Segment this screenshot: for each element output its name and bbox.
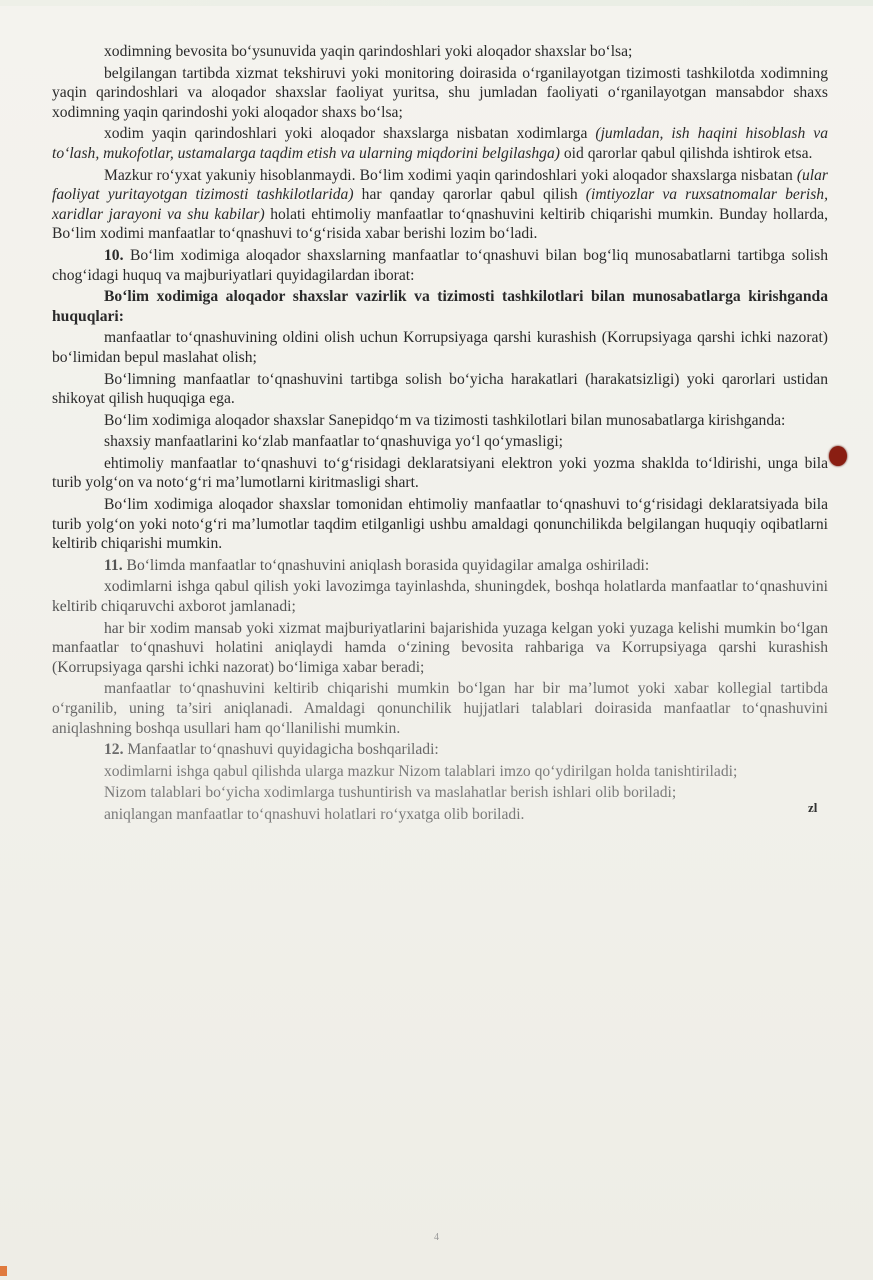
paragraph (52, 740, 828, 760)
section-number: 10. (104, 246, 124, 264)
paragraph: Nizom talablari bo‘yicha xodimlarga tushuntirish va maslahatlar berish ishlari olib boriladi; (104, 784, 677, 802)
italic-run: (jumladan, ish haqini hisoblash va to‘lash, mukofotlar, ustamalarga taqdim etish va ularning miqdorini belgilashga) (52, 125, 828, 162)
paragraph: Bo‘lim xodimiga aloqador shaxslar tomonidan ehtimoliy manfaatlar to‘qnashuvi to‘g‘risidagi deklaratsiyada bila turib yolg‘on yoki noto‘g‘ri ma’lumotlar taqdim etilganligi ushbu amaldagi qonunchilikda belgilangan huquqiy oqibatlarni keltirib chiqarishi mumkin. (52, 496, 828, 553)
section-number: 12. (104, 741, 124, 759)
bold-heading: Bo‘lim xodimiga aloqador shaxslar vazirlik va tizimosti tashkilotlari bilan munosabatlarga kirishganda huquqlari: (52, 288, 828, 325)
text-run: Manfaatlar to‘qnashuvi quyidagicha boshqariladi: (123, 741, 439, 759)
top-edge (0, 0, 873, 6)
text-run: har qanday qarorlar qabul qilish (353, 186, 586, 204)
paragraph: xodimlarni ishga qabul qilishda ularga mazkur Nizom talablari imzo qo‘ydirilgan holda tanishtiriladi; (104, 762, 738, 780)
paragraph: Bo‘limning manfaatlar to‘qnashuvini tartibga solish bo‘yicha harakatlari (harakatsizligi) yoki qarorlari ustidan shikoyat qilish huquqiga ega. (52, 370, 828, 408)
paragraph (52, 124, 828, 163)
paragraph: belgilangan tartibda xizmat tekshiruvi yoki monitoring doirasida o‘rganilayotgan tizimosti tashkilotda xodimning yaqin qarindoshlari va aloqador shaxslar faoliyat yuritsa, shu jumladan faoliyati o‘rganilayotgan mansabdor shaxs xodimning yaqin qarindoshi yoki aloqador shaxs bo‘lsa; (52, 64, 828, 121)
text-run: holati ehtimoliy manfaatlar to‘qnashuvini keltirib chiqarishi mumkin. Bunday hollarda, Bo‘lim xodimi manfaatlar to‘qnashuvi to‘g‘risida xabar berishi lozim bo‘ladi. (52, 205, 828, 243)
corner-mark (0, 1266, 7, 1276)
paragraph: har bir xodim mansab yoki xizmat majburiyatlarini bajarishida yuzaga kelgan yoki yuzaga kelishi mumkin bo‘lgan manfaatlar to‘qnashuvi holatini aniqlaydi hamda o‘zining bevosita rahbariga va Korrupsiyaga qarshi kurashish (Korrupsiyaga qarshi ichki nazorat) bo‘limiga xabar beradi; (52, 619, 828, 676)
page-number: 4 (434, 1232, 439, 1243)
paragraph: xodimlarni ishga qabul qilish yoki lavozimga tayinlashda, shuningdek, boshqa holatlarda manfaatlar to‘qnashuvini keltirib chiqaruvchi axborot jamlanadi; (52, 578, 828, 616)
margin-mark: zl (808, 800, 818, 815)
paragraph (52, 556, 828, 576)
italic-run: (imtiyozlar va ruxsatnomalar berish, xaridlar jarayoni va shu kabilar) (52, 186, 828, 223)
paragraph: aniqlangan manfaatlar to‘qnashuvi holatlari ro‘yxatga olib boriladi. (104, 805, 525, 823)
paragraph: shaxsiy manfaatlarini ko‘zlab manfaatlar to‘qnashuviga yo‘l qo‘ymasligi; (104, 433, 564, 451)
section-number: 11. (104, 556, 123, 574)
text-run: Bo‘lim xodimiga aloqador shaxslarning manfaatlar to‘qnashuvi bilan bog‘liq munosabatlarni tartibga solish chog‘idagi huquq va majburiyatlari quyidagilardan iborat: (52, 246, 828, 284)
document-body (52, 42, 828, 827)
red-dot-sticker (829, 446, 847, 466)
paragraph: ehtimoliy manfaatlar to‘qnashuvi to‘g‘risidagi deklaratsiyani elektron yoki yozma shaklda to‘ldirishi, unga bila turib yolg‘on va noto‘g‘ri ma’lumotlarni kiritmasligi shart. (52, 454, 828, 492)
paragraph (52, 246, 828, 285)
paragraph: manfaatlar to‘qnashuvini keltirib chiqarishi mumkin bo‘lgan har bir ma’lumot yoki xabar kollegial tartibda o‘rganilib, uning ta’siri aniqlanadi. Amaldagi qonunchilik hujjatlari talablari doirasida manfaatlar to‘qnashuvini aniqlashning boshqa usullari ham qo‘llanilishi mumkin. (52, 680, 828, 737)
paragraph (52, 166, 828, 244)
text-run: xodim yaqin qarindoshlari yoki aloqador shaxslarga nisbatan xodimlarga (104, 125, 596, 143)
paragraph: manfaatlar to‘qnashuvining oldini olish uchun Korrupsiyaga qarshi kurashish (Korrupsiyaga qarshi ichki nazorat) bo‘limidan bepul maslahat olish; (52, 329, 828, 366)
text-run: oid qarorlar qabul qilishda ishtirok etsa. (559, 144, 813, 162)
paragraph: Bo‘lim xodimiga aloqador shaxslar Sanepidqo‘m va tizimosti tashkilotlari bilan munosabatlarga kirishganda: (104, 411, 786, 429)
text-run: Bo‘limda manfaatlar to‘qnashuvini aniqlash borasida quyidagilar amalga oshiriladi: (122, 556, 650, 574)
text-run: Mazkur ro‘yxat yakuniy hisoblanmaydi. Bo‘lim xodimi yaqin qarindoshlari yoki aloqador shaxslarga nisbatan (104, 166, 797, 184)
paragraph: xodimning bevosita bo‘ysunuvida yaqin qarindoshlari yoki aloqador shaxslar bo‘lsa; (104, 43, 633, 60)
italic-run: (ular faoliyat yuritayotgan tizimosti tashkilotlarida) (52, 166, 828, 204)
